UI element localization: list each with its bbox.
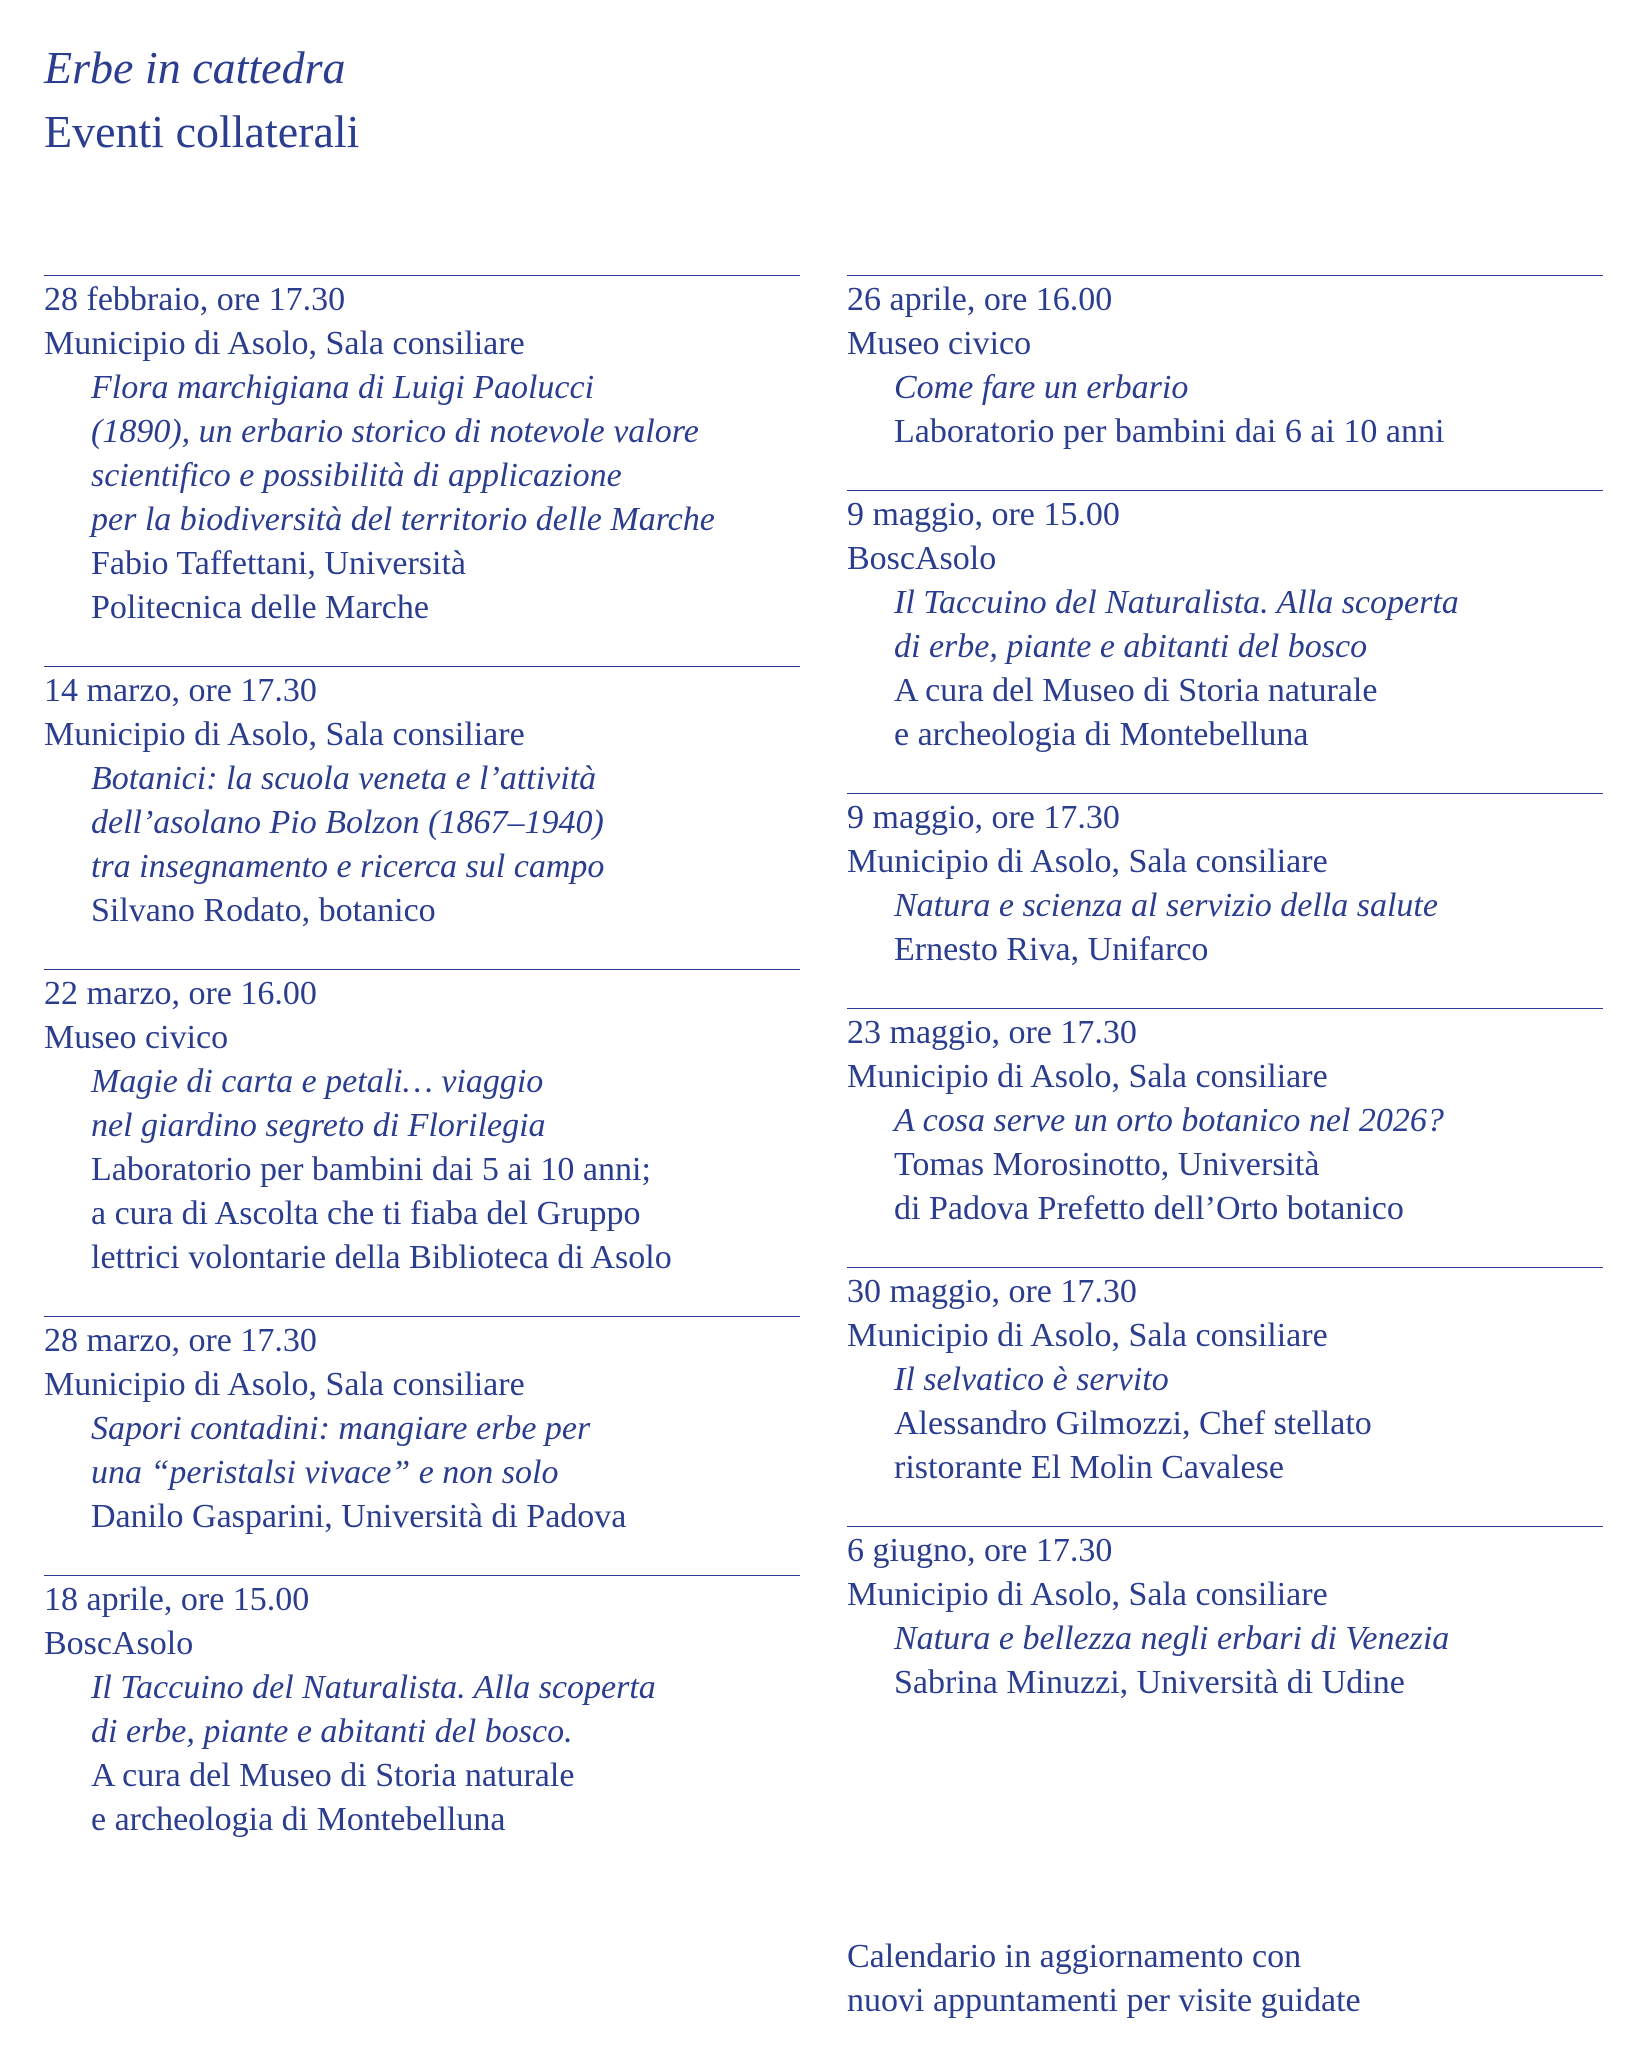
event-item — [44, 1575, 800, 1878]
event-speaker: Laboratorio per bambini dai 5 ai 10 anni; a cura di Ascolta che ti fiaba del Gruppo lettrici volontarie della Biblioteca di Asolo — [91, 1151, 672, 1276]
event-talk-title: Sapori contadini: mangiare erbe per una “peristalsi vivace” e non solo — [91, 1410, 591, 1491]
event-speaker: Tomas Morosinotto, Università di Padova Prefetto dell’Orto botanico — [894, 1146, 1404, 1227]
event-item — [847, 1526, 1603, 1741]
page-subtitle: Eventi collaterali — [44, 106, 360, 157]
event-item — [44, 969, 800, 1316]
event-place: Municipio di Asolo, Sala consiliare — [44, 1366, 525, 1403]
event-speaker: Fabio Taffettani, Università Politecnica delle Marche — [91, 545, 466, 626]
event-item — [847, 1008, 1603, 1267]
event-date: 9 maggio, ore 17.30 — [847, 799, 1120, 836]
event-talk-title: Come fare un erbario — [894, 369, 1189, 406]
event-item — [44, 1316, 800, 1575]
event-item — [44, 275, 800, 666]
event-talk-title: Il Taccuino del Naturalista. Alla scoperta di erbe, piante e abitanti del bosco. — [91, 1669, 656, 1750]
event-speaker: A cura del Museo di Storia naturale e archeologia di Montebelluna — [894, 672, 1378, 753]
event-date: 22 marzo, ore 16.00 — [44, 975, 317, 1012]
event-item — [847, 1267, 1603, 1526]
events-column-left — [44, 275, 800, 1878]
event-place: Municipio di Asolo, Sala consiliare — [44, 325, 525, 362]
event-place: Museo civico — [44, 1019, 229, 1056]
event-talk-title: Botanici: la scuola veneta e l’attività dell’asolano Pio Bolzon (1867–1940) tra insegnamento e ricerca sul campo — [91, 760, 605, 885]
event-place: Municipio di Asolo, Sala consiliare — [847, 1576, 1328, 1613]
event-item — [847, 275, 1603, 490]
event-item — [847, 490, 1603, 793]
event-speaker: A cura del Museo di Storia naturale e archeologia di Montebelluna — [91, 1757, 575, 1838]
event-date: 23 maggio, ore 17.30 — [847, 1014, 1137, 1051]
event-date: 6 giugno, ore 17.30 — [847, 1532, 1113, 1569]
event-speaker: Sabrina Minuzzi, Università di Udine — [894, 1664, 1405, 1701]
page-title: Erbe in cattedra — [44, 42, 346, 93]
event-talk-title: A cosa serve un orto botanico nel 2026? — [894, 1102, 1444, 1139]
event-talk-title: Il selvatico è servito — [894, 1361, 1169, 1398]
event-talk-title: Flora marchigiana di Luigi Paolucci (1890), un erbario storico di notevole valore scientifico e possibilità di applicazione per la biodiversità del territorio delle Marche — [91, 369, 715, 538]
page-header — [44, 36, 359, 164]
event-speaker: Silvano Rodato, botanico — [91, 892, 436, 929]
event-place: BoscAsolo — [44, 1625, 194, 1662]
event-date: 18 aprile, ore 15.00 — [44, 1581, 310, 1618]
event-talk-title: Magie di carta e petali… viaggio nel giardino segreto di Florilegia — [91, 1063, 546, 1144]
event-talk-title: Natura e bellezza negli erbari di Venezia — [894, 1620, 1450, 1657]
event-place: Municipio di Asolo, Sala consiliare — [847, 1317, 1328, 1354]
event-date: 14 marzo, ore 17.30 — [44, 672, 317, 709]
calendar-update-note: Calendario in aggiornamento con nuovi appuntamenti per visite guidate — [847, 1938, 1361, 2019]
event-talk-title: Il Taccuino del Naturalista. Alla scoperta di erbe, piante e abitanti del bosco — [894, 584, 1459, 665]
event-place: BoscAsolo — [847, 540, 997, 577]
event-date: 28 marzo, ore 17.30 — [44, 1322, 317, 1359]
event-date: 30 maggio, ore 17.30 — [847, 1273, 1137, 1310]
event-item — [44, 666, 800, 969]
event-place: Museo civico — [847, 325, 1032, 362]
event-place: Municipio di Asolo, Sala consiliare — [44, 716, 525, 753]
event-date: 28 febbraio, ore 17.30 — [44, 281, 346, 318]
events-column-right — [847, 275, 1603, 1741]
event-date: 26 aprile, ore 16.00 — [847, 281, 1113, 318]
event-date: 9 maggio, ore 15.00 — [847, 496, 1120, 533]
event-speaker: Ernesto Riva, Unifarco — [894, 931, 1209, 968]
event-talk-title: Natura e scienza al servizio della salute — [894, 887, 1438, 924]
event-place: Municipio di Asolo, Sala consiliare — [847, 843, 1328, 880]
event-place: Municipio di Asolo, Sala consiliare — [847, 1058, 1328, 1095]
event-speaker: Alessandro Gilmozzi, Chef stellato ristorante El Molin Cavalese — [894, 1405, 1372, 1486]
event-speaker: Danilo Gasparini, Università di Padova — [91, 1498, 627, 1535]
event-speaker: Laboratorio per bambini dai 6 ai 10 anni — [894, 413, 1445, 450]
event-item — [847, 793, 1603, 1008]
